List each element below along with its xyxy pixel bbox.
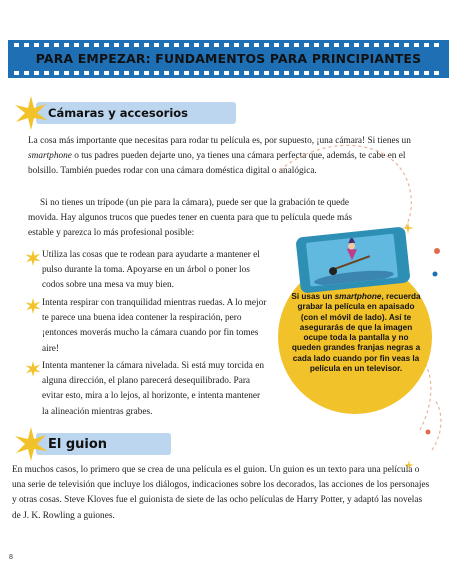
section-title: El guion — [48, 436, 108, 452]
callout-text-1: Si usas un — [291, 292, 335, 301]
tip-item: Intenta mantener la cámara nivelada. Si está muy torcida en alguna dirección, el plano parecerá desequilibrado. Para evitar esto, mira a lo lejos, al horizonte, e intenta mantener la alineación mientras grabes. — [42, 361, 264, 417]
tablet-screen — [306, 234, 398, 287]
section-heading-cameras — [14, 96, 236, 124]
dot-icon — [424, 428, 432, 436]
section-title: Cámaras y accesorios — [48, 106, 189, 120]
page-number: 8 — [9, 554, 13, 561]
tablet-illustration — [295, 226, 410, 293]
film-perforations-bottom — [14, 71, 443, 75]
witch-on-broom-illustration — [306, 234, 398, 287]
header-banner — [8, 40, 449, 78]
script-paragraph: En muchos casos, lo primero que se crea de una película es el guion. Un guion es un texto para una película o una serie de televisión que incluye los diálogos, indicaciones sobre los decorados, las acciones de los personajes y otras cosas. Steve Kloves fue el guionista de siete de las ocho películas de Harry Potter, y adaptó las novelas de J. K. Rowling a guiones. — [12, 465, 430, 521]
bullet-star-icon — [25, 298, 41, 314]
callout-text — [290, 292, 422, 374]
dot-icon — [431, 270, 439, 278]
tip-item: Intenta respirar con tranquilidad mientras ruedas. A lo mejor te parece una buena idea contener la respiración, pero ¡entonces moverás mucho la cámara cuando por fin tomes aire! — [42, 298, 267, 354]
star-burst-icon — [14, 96, 48, 130]
bullet-star-icon — [25, 250, 41, 266]
star-burst-icon — [14, 427, 48, 461]
page-header-title: PARA EMPEZAR: FUNDAMENTOS PARA PRINCIPIANTES — [35, 51, 422, 66]
tip-item: Utiliza las cosas que te rodean para ayudarte a mantener el pulso durante la toma. Apoyarse en un árbol o poner los codos sobre una mesa va muy bien. — [42, 250, 260, 291]
bullet-star-icon — [25, 361, 41, 377]
intro-text-1: La cosa más importante que necesitas para rodar tu película es, por supuesto, ¡una cámara! Si tienes un — [28, 136, 411, 146]
dot-icon — [433, 247, 441, 255]
intro-text-2: o tus padres pueden dejarte uno, ya tienes una cámara perfecta que, además, te cabe en el bolsillo. También puedes rodar con una cámara doméstica digital o analógica. — [28, 151, 406, 177]
tripod-paragraph: Si no tienes un trípode (un pie para la cámara), puede ser que la grabación te quede movida. Hay algunos trucos que puedes tener en cuenta para que tu película quede más estable y parezca lo más profesional posible: — [28, 198, 352, 239]
callout-text-2: , recuerda grabar la película en apaisado (con el móvil de lado). Así te asegurarás de que la imagen ocupe toda la pantalla y no queden grandes franjas negras a cada lado cuando por fin veas la película en un televisor. — [291, 292, 421, 374]
intro-emphasis: smartphone — [28, 151, 72, 162]
film-perforations-top — [14, 43, 443, 47]
section-heading-script — [14, 427, 171, 455]
callout-emphasis: smartphone — [334, 292, 382, 301]
